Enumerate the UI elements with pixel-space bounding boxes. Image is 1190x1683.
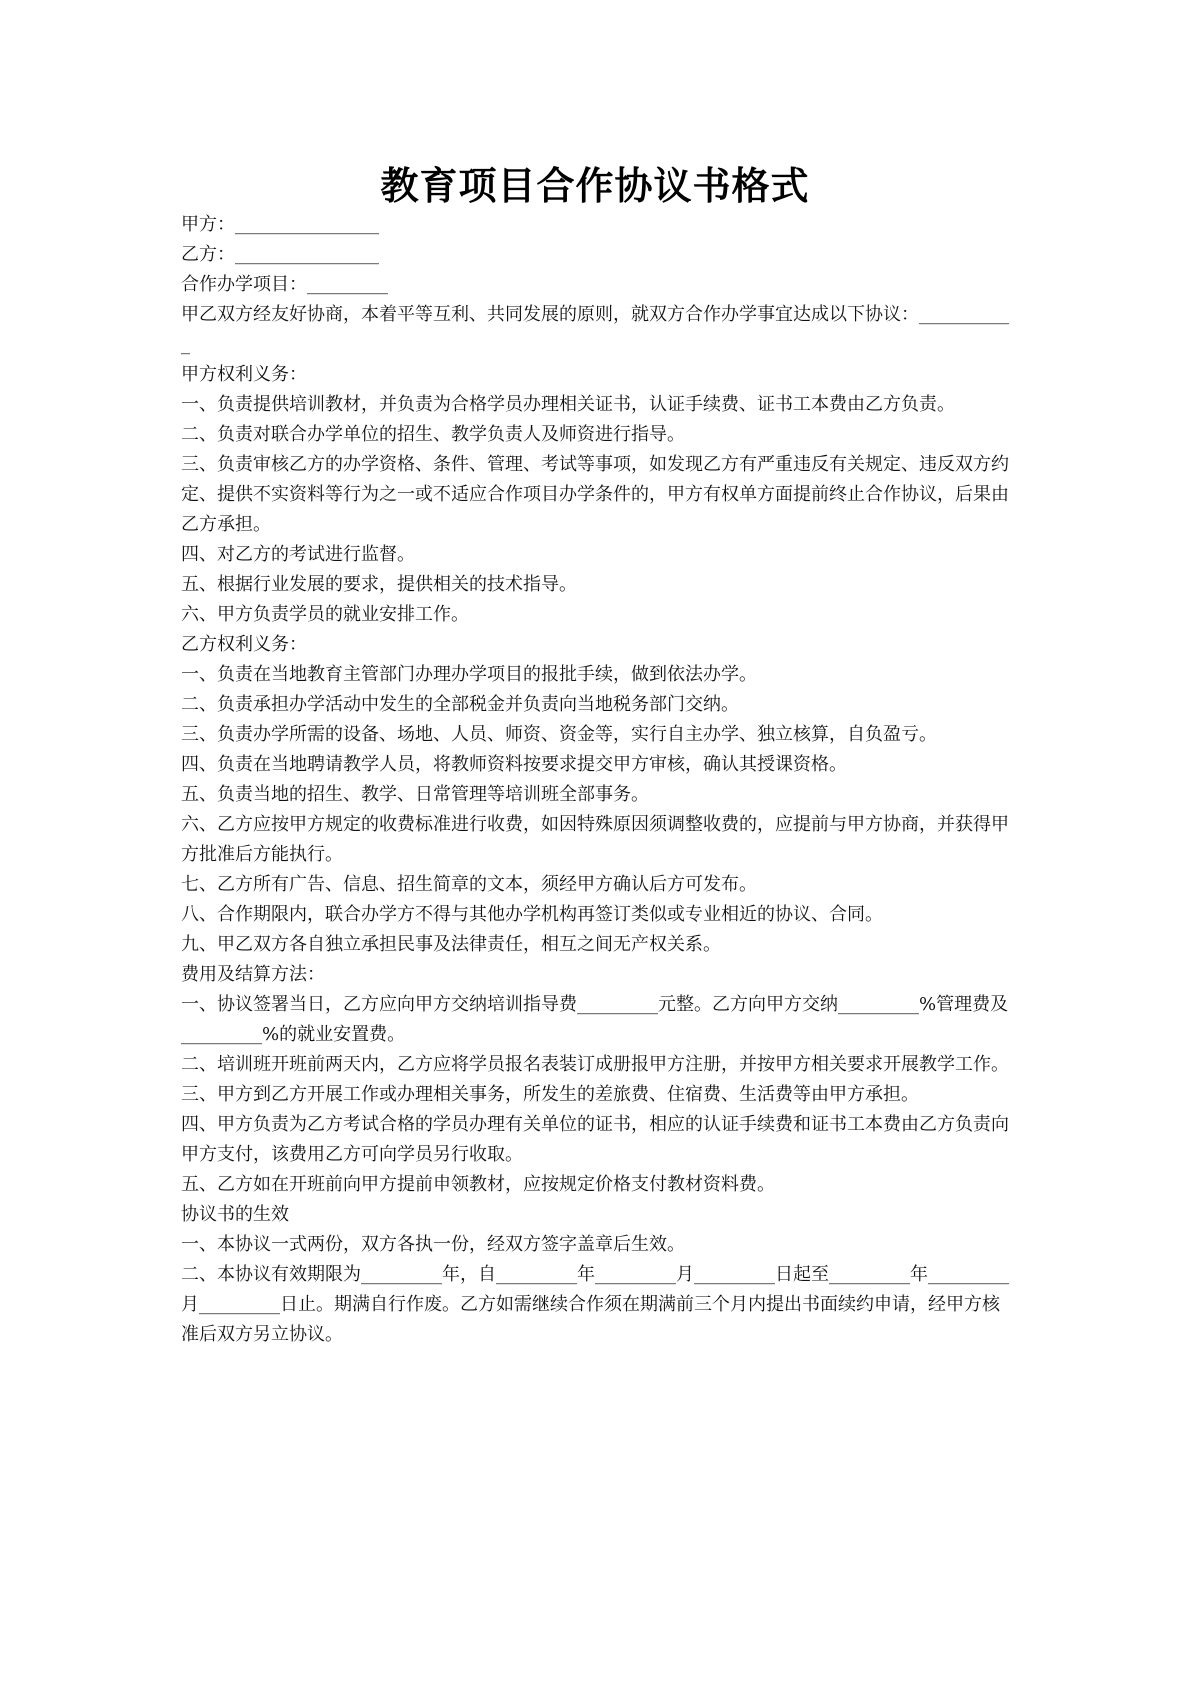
document-title: 教育项目合作协议书格式 [380, 163, 810, 208]
section-heading-party-a: 甲方权利义务： [181, 364, 307, 385]
clause: 二、培训班开班前两天内，乙方应将学员报名表装订成册报甲方注册，并按甲方相关要求开展教学工作。 [181, 1054, 1009, 1075]
clause: 四、甲方负责为乙方考试合格的学员办理有关单位的证书，相应的认证手续费和证书工本费由乙方负责向甲方支付，该费用乙方可向学员另行收取。 [181, 1114, 1009, 1165]
clause: 七、乙方所有广告、信息、招生简章的文本，须经甲方确认后方可发布。 [181, 874, 757, 895]
clause: 九、甲乙双方各自独立承担民事及法律责任，相互之间无产权关系。 [181, 934, 721, 955]
section-heading-fees: 费用及结算方法： [181, 964, 325, 985]
clause: 六、乙方应按甲方规定的收费标准进行收费，如因特殊原因须调整收费的，应提前与甲方协商，并获得甲方批准后方能执行。 [181, 814, 1009, 865]
clause: 一、负责提供培训教材，并负责为合格学员办理相关证书，认证手续费、证书工本费由乙方负责。 [181, 394, 955, 415]
clause: 二、负责承担办学活动中发生的全部税金并负责向当地税务部门交纳。 [181, 694, 739, 715]
section-heading-party-b: 乙方权利义务： [181, 634, 307, 655]
clause: 四、对乙方的考试进行监督。 [181, 544, 415, 565]
clause: 二、负责对联合办学单位的招生、教学负责人及师资进行指导。 [181, 424, 685, 445]
clause: 一、负责在当地教育主管部门办理办学项目的报批手续，做到依法办学。 [181, 664, 757, 685]
clause: 三、负责办学所需的设备、场地、人员、师资、资金等，实行自主办学、独立核算，自负盈亏。 [181, 724, 937, 745]
clause: 三、负责审核乙方的办学资格、条件、管理、考试等事项，如发现乙方有严重违反有关规定、违反双方约定、提供不实资料等行为之一或不适应合作项目办学条件的，甲方有权单方面提前终止合作协议，后果由乙方承担。 [181, 454, 1009, 535]
clause: 一、协议签署当日，乙方应向甲方交纳培训指导费_________元整。乙方向甲方交纳_________%管理费及_________%的就业安置费。 [181, 994, 1009, 1045]
clause: 二、本协议有效期限为_________年，自_________年_________月_________日起至_________年_________月_________日止。期满自行作废。乙方如需继续合作须在期满前三个月内提出书面续约申请，经甲方核准后双方另立协议。 [181, 1264, 1009, 1345]
section-heading-effect: 协议书的生效 [181, 1204, 289, 1225]
clause: 五、根据行业发展的要求，提供相关的技术指导。 [181, 574, 577, 595]
preamble: 甲乙双方经友好协商，本着平等互利、共同发展的原则，就双方合作办学事宜达成以下协议：___________ [181, 304, 1009, 355]
clause: 六、甲方负责学员的就业安排工作。 [181, 604, 469, 625]
project-line: 合作办学项目：_________ [181, 274, 388, 295]
party-a-line: 甲方：________________ [181, 214, 379, 235]
clause: 一、本协议一式两份，双方各执一份，经双方签字盖章后生效。 [181, 1234, 685, 1255]
clause: 四、负责在当地聘请教学人员，将教师资料按要求提交甲方审核，确认其授课资格。 [181, 754, 847, 775]
clause: 三、甲方到乙方开展工作或办理相关事务，所发生的差旅费、住宿费、生活费等由甲方承担。 [181, 1084, 919, 1105]
document-body [181, 210, 1017, 1350]
clause: 五、乙方如在开班前向甲方提前申领教材，应按规定价格支付教材资料费。 [181, 1174, 775, 1195]
party-b-line: 乙方：________________ [181, 244, 379, 265]
clause: 五、负责当地的招生、教学、日常管理等培训班全部事务。 [181, 784, 649, 805]
clause: 八、合作期限内，联合办学方不得与其他办学机构再签订类似或专业相近的协议、合同。 [181, 904, 883, 925]
